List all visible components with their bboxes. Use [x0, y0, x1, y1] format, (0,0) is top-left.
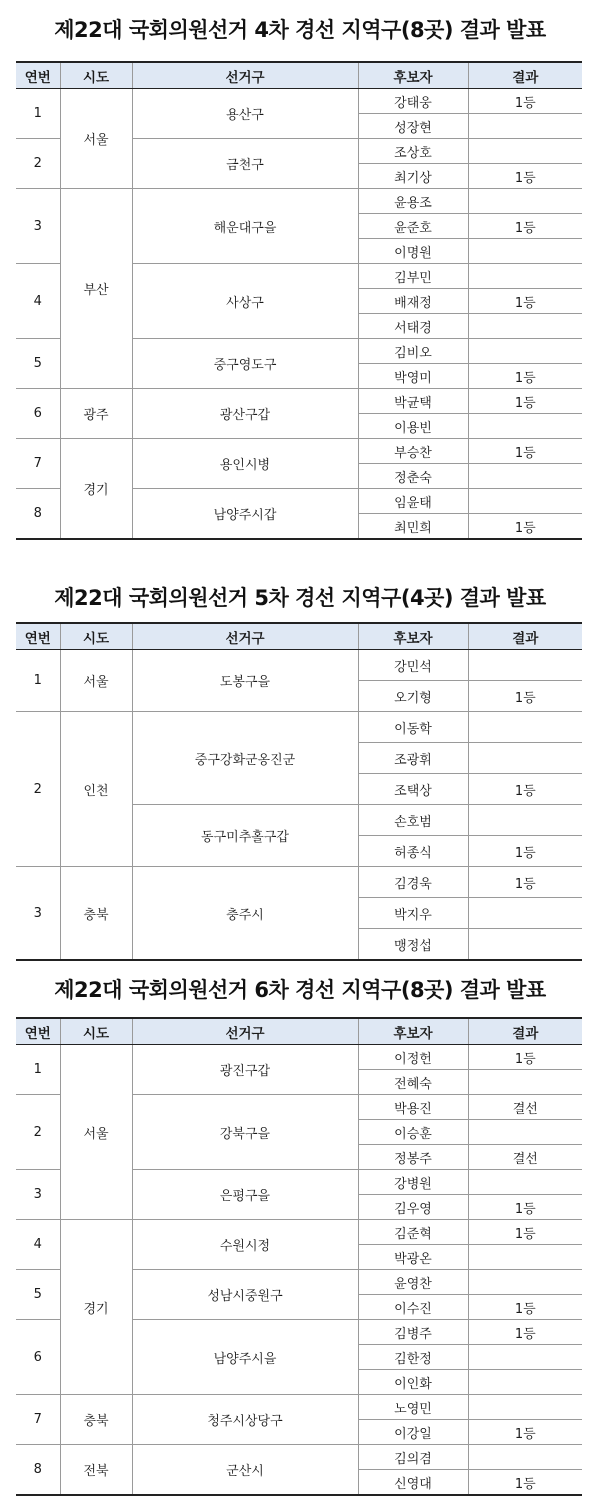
candidate-result: 1등: [468, 289, 582, 314]
row-number: 2: [16, 1095, 60, 1170]
candidate-name: 오기형: [358, 681, 468, 712]
candidate-name: 최민희: [358, 514, 468, 540]
results-table-4th: [16, 61, 582, 540]
table-row: [16, 1220, 582, 1245]
district-cell: 도봉구을: [132, 650, 358, 712]
row-number: 2: [16, 712, 60, 867]
column-header: 결과: [468, 62, 582, 89]
candidate-name: 이명원: [358, 239, 468, 264]
district-cell: 용산구: [132, 89, 358, 139]
column-header: 시도: [60, 1018, 132, 1045]
table-row: [16, 712, 582, 743]
candidate-name: 조택상: [358, 774, 468, 805]
candidate-result: 1등: [468, 1195, 582, 1220]
candidate-result: [468, 1445, 582, 1470]
candidate-result: [468, 712, 582, 743]
candidate-name: 박영미: [358, 364, 468, 389]
candidate-result: 1등: [468, 514, 582, 540]
candidate-name: 김병주: [358, 1320, 468, 1345]
candidate-name: 이강일: [358, 1420, 468, 1445]
candidate-result: [468, 1395, 582, 1420]
candidate-result: [468, 239, 582, 264]
candidate-result: [468, 805, 582, 836]
candidate-result: 결선: [468, 1145, 582, 1170]
region-cell: 충북: [60, 1395, 132, 1445]
candidate-name: 김준혁: [358, 1220, 468, 1245]
candidate-result: 1등: [468, 1320, 582, 1345]
candidate-result: [468, 464, 582, 489]
candidate-result: 1등: [468, 836, 582, 867]
table-header-row: [16, 62, 582, 89]
district-cell: 동구미추홀구갑: [132, 805, 358, 867]
candidate-name: 허종식: [358, 836, 468, 867]
district-cell: 광진구갑: [132, 1045, 358, 1095]
candidate-name: 손호범: [358, 805, 468, 836]
candidate-result: 1등: [468, 774, 582, 805]
candidate-result: 결선: [468, 1095, 582, 1120]
candidate-result: [468, 1120, 582, 1145]
candidate-result: 1등: [468, 89, 582, 114]
table-row: [16, 1395, 582, 1420]
results-table: [16, 622, 582, 961]
region-cell: 인천: [60, 712, 132, 867]
row-number: 5: [16, 1270, 60, 1320]
row-number: 5: [16, 339, 60, 389]
column-header: 시도: [60, 62, 132, 89]
table-row: [16, 389, 582, 414]
district-cell: 중구영도구: [132, 339, 358, 389]
row-number: 2: [16, 139, 60, 189]
region-cell: 경기: [60, 439, 132, 540]
candidate-name: 윤용조: [358, 189, 468, 214]
district-cell: 군산시: [132, 1445, 358, 1496]
candidate-name: 이승훈: [358, 1120, 468, 1145]
candidate-result: 1등: [468, 1470, 582, 1496]
row-number: 4: [16, 264, 60, 339]
candidate-name: 김부민: [358, 264, 468, 289]
candidate-result: [468, 1370, 582, 1395]
row-number: 7: [16, 1395, 60, 1445]
region-cell: 전북: [60, 1445, 132, 1496]
candidate-result: [468, 650, 582, 681]
results-table-6th: [16, 1017, 582, 1496]
candidate-name: 강병원: [358, 1170, 468, 1195]
region-cell: 서울: [60, 89, 132, 189]
candidate-result: [468, 1245, 582, 1270]
section-title-4th: 제22대 국회의원선거 4차 경선 지역구(8곳) 결과 발표: [54, 18, 546, 42]
table-row: [16, 1445, 582, 1470]
candidate-result: 1등: [468, 364, 582, 389]
column-header: 연번: [16, 1018, 60, 1045]
candidate-name: 신영대: [358, 1470, 468, 1496]
candidate-name: 이정헌: [358, 1045, 468, 1070]
district-cell: 해운대구을: [132, 189, 358, 264]
candidate-result: [468, 1270, 582, 1295]
candidate-name: 조상호: [358, 139, 468, 164]
candidate-result: [468, 898, 582, 929]
region-cell: 충북: [60, 867, 132, 961]
column-header: 후보자: [358, 623, 468, 650]
district-cell: 사상구: [132, 264, 358, 339]
row-number: 1: [16, 650, 60, 712]
table-row: [16, 867, 582, 898]
candidate-result: 1등: [468, 439, 582, 464]
candidate-name: 전혜숙: [358, 1070, 468, 1095]
candidate-name: 정춘숙: [358, 464, 468, 489]
candidate-name: 노영민: [358, 1395, 468, 1420]
candidate-result: [468, 264, 582, 289]
candidate-name: 정봉주: [358, 1145, 468, 1170]
district-cell: 청주시상당구: [132, 1395, 358, 1445]
candidate-result: [468, 743, 582, 774]
district-cell: 남양주시을: [132, 1320, 358, 1395]
region-cell: 광주: [60, 389, 132, 439]
table-header-row: [16, 1018, 582, 1045]
candidate-name: 박광온: [358, 1245, 468, 1270]
candidate-name: 김우영: [358, 1195, 468, 1220]
row-number: 1: [16, 89, 60, 139]
candidate-result: 1등: [468, 164, 582, 189]
candidate-result: [468, 1170, 582, 1195]
table-row: [16, 89, 582, 114]
candidate-name: 강민석: [358, 650, 468, 681]
section-title-5th: 제22대 국회의원선거 5차 경선 지역구(4곳) 결과 발표: [54, 586, 546, 610]
results-table: [16, 61, 582, 540]
candidate-result: 1등: [468, 681, 582, 712]
results-table: [16, 1017, 582, 1496]
candidate-name: 윤영찬: [358, 1270, 468, 1295]
row-number: 3: [16, 1170, 60, 1220]
row-number: 8: [16, 489, 60, 540]
column-header: 선거구: [132, 1018, 358, 1045]
table-header-row: [16, 623, 582, 650]
candidate-name: 이용빈: [358, 414, 468, 439]
district-cell: 광산구갑: [132, 389, 358, 439]
candidate-name: 강태웅: [358, 89, 468, 114]
candidate-name: 서태경: [358, 314, 468, 339]
column-header: 후보자: [358, 1018, 468, 1045]
candidate-result: 1등: [468, 214, 582, 239]
candidate-result: 1등: [468, 1295, 582, 1320]
row-number: 7: [16, 439, 60, 489]
candidate-result: [468, 314, 582, 339]
candidate-result: [468, 189, 582, 214]
column-header: 선거구: [132, 62, 358, 89]
table-row: [16, 189, 582, 214]
table-row: [16, 439, 582, 464]
district-cell: 중구강화군옹진군: [132, 712, 358, 805]
candidate-result: [468, 114, 582, 139]
candidate-name: 김한정: [358, 1345, 468, 1370]
candidate-name: 박지우: [358, 898, 468, 929]
candidate-result: [468, 489, 582, 514]
candidate-name: 최기상: [358, 164, 468, 189]
candidate-result: [468, 414, 582, 439]
candidate-name: 박용진: [358, 1095, 468, 1120]
candidate-result: 1등: [468, 1220, 582, 1245]
column-header: 결과: [468, 1018, 582, 1045]
column-header: 연번: [16, 62, 60, 89]
candidate-result: [468, 1345, 582, 1370]
candidate-result: [468, 929, 582, 961]
row-number: 1: [16, 1045, 60, 1095]
district-cell: 은평구을: [132, 1170, 358, 1220]
row-number: 3: [16, 189, 60, 264]
candidate-result: [468, 139, 582, 164]
region-cell: 서울: [60, 650, 132, 712]
row-number: 6: [16, 389, 60, 439]
district-cell: 충주시: [132, 867, 358, 961]
candidate-name: 조광휘: [358, 743, 468, 774]
candidate-result: [468, 339, 582, 364]
district-cell: 성남시중원구: [132, 1270, 358, 1320]
region-cell: 부산: [60, 189, 132, 389]
column-header: 결과: [468, 623, 582, 650]
row-number: 4: [16, 1220, 60, 1270]
candidate-name: 이동학: [358, 712, 468, 743]
candidate-result: 1등: [468, 389, 582, 414]
candidate-result: 1등: [468, 1045, 582, 1070]
candidate-result: 1등: [468, 1420, 582, 1445]
row-number: 6: [16, 1320, 60, 1395]
column-header: 선거구: [132, 623, 358, 650]
district-cell: 강북구을: [132, 1095, 358, 1170]
candidate-name: 이인화: [358, 1370, 468, 1395]
candidate-name: 윤준호: [358, 214, 468, 239]
candidate-name: 임윤태: [358, 489, 468, 514]
row-number: 8: [16, 1445, 60, 1496]
candidate-name: 박균택: [358, 389, 468, 414]
candidate-name: 배재정: [358, 289, 468, 314]
candidate-name: 김경욱: [358, 867, 468, 898]
region-cell: 경기: [60, 1220, 132, 1395]
candidate-name: 이수진: [358, 1295, 468, 1320]
district-cell: 수원시정: [132, 1220, 358, 1270]
candidate-name: 성장현: [358, 114, 468, 139]
section-title-6th: 제22대 국회의원선거 6차 경선 지역구(8곳) 결과 발표: [54, 978, 546, 1002]
candidate-result: 1등: [468, 867, 582, 898]
table-row: [16, 650, 582, 681]
candidate-name: 김비오: [358, 339, 468, 364]
region-cell: 서울: [60, 1045, 132, 1220]
table-row: [16, 1045, 582, 1070]
district-cell: 용인시병: [132, 439, 358, 489]
column-header: 시도: [60, 623, 132, 650]
candidate-name: 부승찬: [358, 439, 468, 464]
column-header: 연번: [16, 623, 60, 650]
candidate-name: 김의겸: [358, 1445, 468, 1470]
district-cell: 금천구: [132, 139, 358, 189]
results-table-5th: [16, 622, 582, 961]
candidate-name: 맹정섭: [358, 929, 468, 961]
row-number: 3: [16, 867, 60, 961]
column-header: 후보자: [358, 62, 468, 89]
district-cell: 남양주시갑: [132, 489, 358, 540]
candidate-result: [468, 1070, 582, 1095]
